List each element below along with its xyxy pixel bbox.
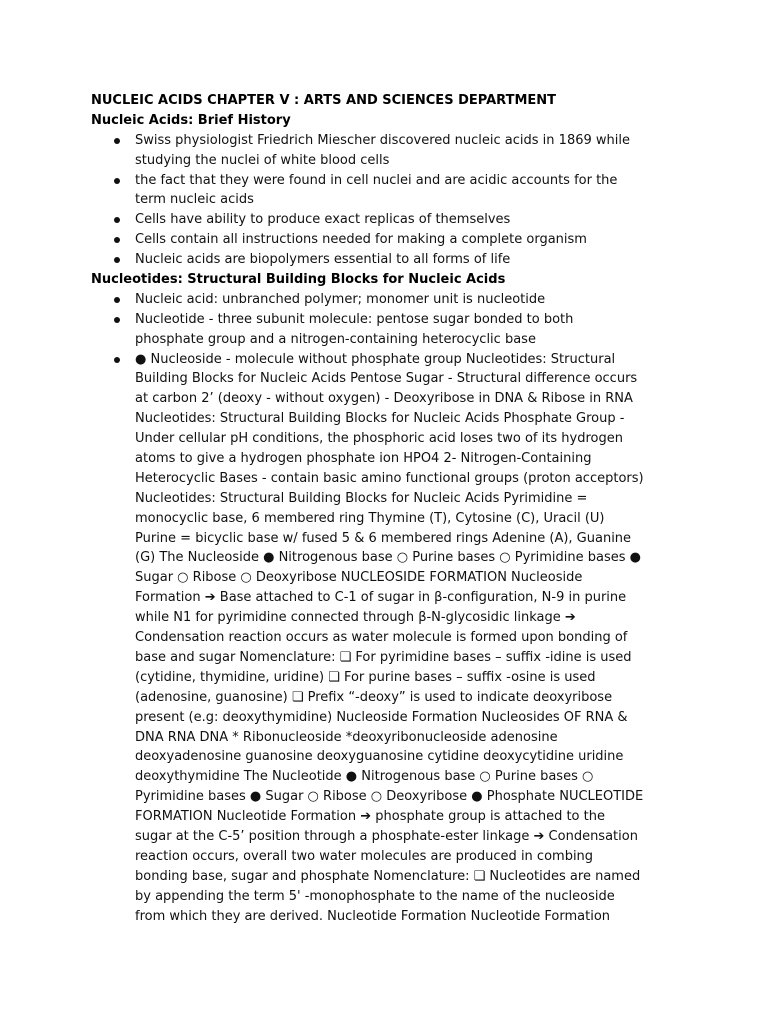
- list-item-text-line: (G) The Nucleoside ● Nitrogenous base ○ Purine bases ○ Pyrimidine bases ●: [135, 550, 641, 566]
- list-item-text-line: Formation ➔ Base attached to C-1 of sugar in β-configuration, N-9 in purine: [135, 590, 627, 606]
- list-item-text-line: deoxythymidine The Nucleotide ● Nitrogenous base ○ Purine bases ○: [135, 769, 594, 785]
- list-item-text-line: deoxyadenosine guanosine deoxyguanosine cytidine deoxycytidine uridine: [135, 749, 624, 765]
- document-title: NUCLEIC ACIDS CHAPTER V : ARTS AND SCIENCES DEPARTMENT: [91, 93, 557, 108]
- bullet-marker: [114, 317, 120, 323]
- list-item: [0, 250, 768, 270]
- list-item-text-line: (cytidine, thymidine, uridine) ❏ For purine bases – suffix -osine is used: [135, 669, 596, 685]
- list-item-text-line: the fact that they were found in cell nuclei and are acidic accounts for the: [135, 172, 618, 188]
- list-item-text-line: Heterocyclic Bases - contain basic amino functional groups (proton acceptors): [135, 470, 644, 486]
- list-item-text-line: base and sugar Nomenclature: ❏ For pyrimidine bases – suffix -idine is used: [135, 649, 632, 665]
- list-item-text-line: monocyclic base, 6 membered ring Thymine (T), Cytosine (C), Uracil (U): [135, 510, 605, 526]
- bullet-marker: [114, 178, 120, 184]
- list-item: [0, 290, 768, 310]
- section-heading: Nucleic Acids: Brief History: [91, 112, 291, 128]
- list-item-text-line: Condensation reaction occurs as water molecule is formed upon bonding of: [135, 630, 628, 646]
- list-item-text-line: Building Blocks for Nucleic Acids Pentose Sugar - Structural difference occurs: [135, 371, 638, 387]
- list-item-text-line: present (e.g: deoxythymidine) Nucleoside Formation Nucleosides OF RNA &: [135, 709, 628, 725]
- bullet-marker: [114, 297, 120, 303]
- list-item-text-line: Purine = bicyclic base w/ fused 5 & 6 membered rings Adenine (A), Guanine: [135, 530, 632, 546]
- list-item-text-line: FORMATION Nucleotide Formation ➔ phosphate group is attached to the: [135, 809, 605, 825]
- bullet-marker: [114, 138, 120, 144]
- list-item-text-line: Nucleotide - three subunit molecule: pentose sugar bonded to both: [135, 311, 574, 327]
- list-item-text-line: Nucleic acids are biopolymers essential to all forms of life: [135, 252, 511, 268]
- list-item-text-line: Nucleic acid: unbranched polymer; monomer unit is nucleotide: [135, 291, 546, 307]
- list-item-text-line: ● Nucleoside - molecule without phosphate group Nucleotides: Structural: [135, 351, 616, 367]
- list-item-text-line: sugar at the C-5’ position through a phosphate-ester linkage ➔ Condensation: [135, 828, 638, 844]
- list-item-text-line: Cells have ability to produce exact replicas of themselves: [135, 212, 511, 228]
- list-item: [0, 171, 768, 211]
- list-item-text-line: reaction occurs, overall two water molecules are produced in combing: [135, 848, 594, 864]
- list-item-text-line: atoms to give a hydrogen phosphate ion HPO4 2- Nitrogen-Containing: [135, 451, 592, 467]
- list-item-text-line: studying the nuclei of white blood cells: [135, 152, 390, 168]
- list-item: [0, 210, 768, 230]
- list-item-text-line: Pyrimidine bases ● Sugar ○ Ribose ○ Deoxyribose ● Phosphate NUCLEOTIDE: [135, 789, 644, 805]
- list-item-text-line: Nucleotides: Structural Building Blocks for Nucleic Acids Pyrimidine =: [135, 490, 588, 506]
- list-item: [0, 310, 768, 350]
- list-item-text-line: phosphate group and a nitrogen-containing heterocyclic base: [135, 331, 536, 347]
- list-item-text-line: Nucleotides: Structural Building Blocks for Nucleic Acids Phosphate Group -: [135, 411, 625, 427]
- list-item-text-line: Swiss physiologist Friedrich Miescher discovered nucleic acids in 1869 while: [135, 132, 630, 148]
- bullet-marker: [114, 237, 120, 243]
- list-item-text-line: (adenosine, guanosine) ❏ Prefix “-deoxy” is used to indicate deoxyribose: [135, 689, 613, 705]
- bullet-marker: [114, 257, 120, 263]
- list-item: [0, 230, 768, 250]
- list-item-text-line: DNA RNA DNA * Ribonucleoside *deoxyribonucleoside adenosine: [135, 729, 558, 745]
- document-body: [0, 91, 768, 926]
- list-item-text-line: while N1 for pyrimidine connected through β-N-glycosidic linkage ➔: [135, 610, 576, 626]
- list-item-text-line: at carbon 2’ (deoxy - without oxygen) - Deoxyribose in DNA & Ribose in RNA: [135, 391, 633, 407]
- list-item: [0, 350, 768, 927]
- list-item-text-line: bonding base, sugar and phosphate Nomenclature: ❏ Nucleotides are named: [135, 868, 641, 884]
- list-item-text-line: Under cellular pH conditions, the phosphoric acid loses two of its hydrogen: [135, 431, 623, 447]
- bullet-marker: [114, 217, 120, 223]
- bullet-marker: [114, 357, 120, 363]
- section-heading: Nucleotides: Structural Building Blocks for Nucleic Acids: [91, 272, 506, 288]
- list-item: [0, 131, 768, 171]
- list-item-text-line: Sugar ○ Ribose ○ Deoxyribose NUCLEOSIDE FORMATION Nucleoside: [135, 570, 583, 586]
- list-item-text-line: by appending the term 5' -monophosphate to the name of the nucleoside: [135, 888, 615, 904]
- list-item-text-line: term nucleic acids: [135, 192, 254, 208]
- list-item-text-line: from which they are derived. Nucleotide Formation Nucleotide Formation: [135, 908, 611, 924]
- list-item-text-line: Cells contain all instructions needed for making a complete organism: [135, 232, 587, 248]
